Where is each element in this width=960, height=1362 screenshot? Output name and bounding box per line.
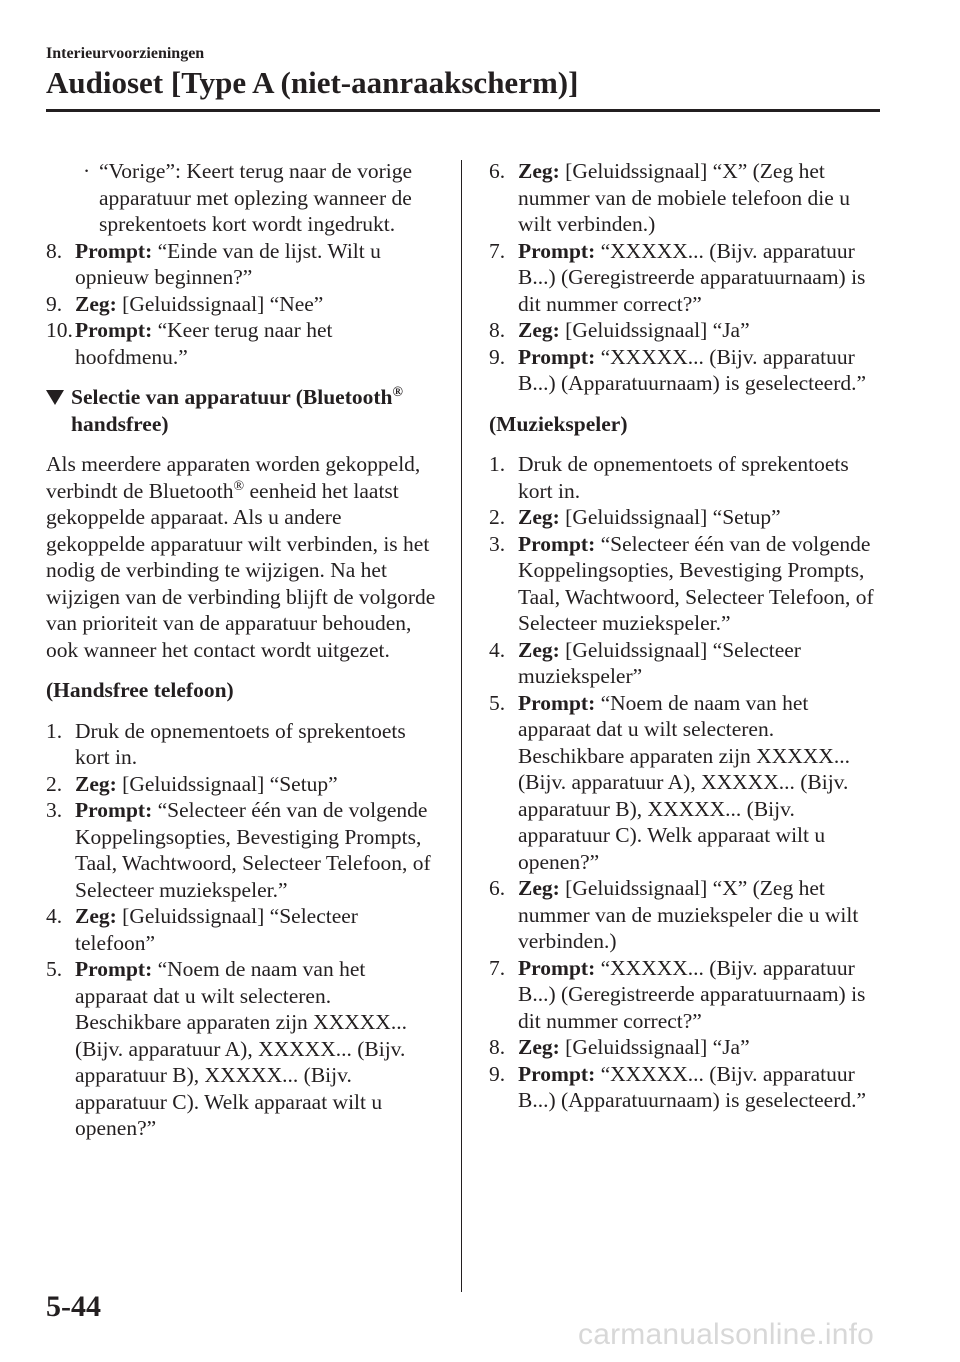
- step-text: [Geluidssignaal] “Ja”: [559, 1035, 750, 1059]
- step-keyword: Zeg:: [75, 904, 117, 928]
- paragraph-text-2: eenheid het laatst gekoppelde apparaat. Als u andere gekoppelde apparatuur wilt verbinden, is het nodig de verbinding te wijzigen. Na het wijzigen van de verbinding blijft de volgorde van prioriteit van de apparatuur behouden, ook wanneer het contact wordt uitgezet.: [46, 478, 436, 662]
- step-item: [489, 317, 881, 344]
- step-number: 9.: [46, 291, 63, 316]
- step-text: [Geluidssignaal] “Selecteer telefoon”: [75, 904, 358, 955]
- page-number: 5-44: [46, 1290, 101, 1323]
- section-label: Interieurvoorzieningen: [46, 45, 205, 62]
- registered-mark: ®: [392, 384, 403, 400]
- column-divider: [461, 160, 462, 1292]
- step-item: [489, 344, 881, 397]
- step-text: Druk de opnementoets of sprekentoets kort in.: [518, 452, 849, 503]
- left-column: [46, 158, 438, 1142]
- page-title: Audioset [Type A (niet-aanraakscherm)]: [46, 65, 579, 100]
- body-paragraph: [46, 451, 438, 663]
- step-number: 3.: [489, 531, 506, 556]
- step-number: 6.: [489, 876, 506, 900]
- step-item: [489, 875, 881, 955]
- step-keyword: Prompt:: [75, 957, 153, 981]
- step-item: [46, 317, 438, 370]
- step-item: [46, 771, 438, 798]
- step-text: [Geluidssignaal] “Nee”: [116, 291, 324, 316]
- page-header: [46, 44, 880, 102]
- step-number: 8.: [46, 238, 63, 263]
- step-text: “XXXXX... (Bijv. apparatuur B...) (Geregistreerde apparatuurnaam) is dit nummer correct?”: [518, 238, 866, 316]
- step-number: 5.: [46, 957, 63, 981]
- step-keyword: Prompt:: [75, 238, 153, 263]
- step-item: [46, 718, 438, 771]
- step-text: [Geluidssignaal] “X” (Zeg het nummer van de mobiele telefoon die u wilt verbinden.): [518, 159, 850, 236]
- subheading-text: Selectie van apparatuur (Bluetooth: [71, 385, 393, 409]
- step-text: “XXXXX... (Bijv. apparatuur B...) (Apparatuurnaam) is geselecteerd.”: [518, 344, 867, 395]
- step-keyword: Prompt:: [518, 690, 596, 715]
- step-text: “XXXXX... (Bijv. apparatuur B...) (Apparatuurnaam) is geselecteerd.”: [518, 1061, 867, 1112]
- step-number: 7.: [489, 238, 506, 263]
- step-keyword: Prompt:: [518, 531, 596, 556]
- step-keyword: Prompt:: [518, 1061, 596, 1086]
- group-title: (Muziekspeler): [489, 411, 628, 436]
- registered-mark: ®: [233, 478, 245, 494]
- step-item: [489, 955, 881, 1035]
- step-item: [489, 1034, 881, 1061]
- step-item: [489, 690, 881, 876]
- step-item: [489, 238, 881, 318]
- step-number: 2.: [46, 771, 63, 796]
- step-number: 9.: [489, 1061, 506, 1086]
- step-item: [46, 903, 438, 956]
- step-text: “Noem de naam van het apparaat dat u wilt selecteren. Beschikbare apparaten zijn XXXXX... (Bijv. apparatuur A), XXXXX... (Bijv. apparatuur B), XXXXX... (Bijv. apparatuur C). Welk apparaat wilt u openen?”: [75, 957, 407, 1140]
- step-item: [489, 504, 881, 531]
- step-number: 1.: [489, 452, 506, 476]
- step-text: “Selecteer één van de volgende Koppelingsopties, Bevestiging Prompts, Taal, Wachtwoord, Selecteer Telefoon, of Selecteer muziekspeler.”: [75, 798, 431, 902]
- step-number: 4.: [46, 904, 63, 928]
- step-text: [Geluidssignaal] “Ja”: [559, 318, 750, 342]
- subheading: [46, 384, 438, 437]
- triangle-down-icon: [46, 390, 64, 405]
- step-number: 1.: [46, 718, 63, 743]
- step-item: [489, 531, 881, 637]
- step-number: 10.: [46, 318, 73, 342]
- step-number: 9.: [489, 344, 506, 369]
- step-number: 8.: [489, 318, 506, 342]
- step-text: “Keer terug naar het hoofdmenu.”: [75, 318, 333, 369]
- step-text: [Geluidssignaal] “Selecteer muziekspeler”: [518, 637, 801, 688]
- paragraph-text-1: Als meerdere apparaten worden gekoppeld, verbindt de Bluetooth: [46, 452, 421, 503]
- step-item: [489, 1061, 881, 1114]
- step-keyword: Prompt:: [518, 238, 596, 263]
- step-number: 8.: [489, 1035, 506, 1059]
- step-keyword: Zeg:: [518, 1035, 560, 1059]
- subheading-text-2: handsfree): [71, 411, 169, 436]
- step-item: [46, 238, 438, 291]
- step-text: “XXXXX... (Bijv. apparatuur B...) (Geregistreerde apparatuurnaam) is dit nummer correct?”: [518, 955, 866, 1033]
- header-rule: [46, 109, 880, 112]
- step-item: [46, 797, 438, 903]
- step-keyword: Zeg:: [75, 291, 117, 316]
- watermark: carmanualsonline.info: [578, 1318, 875, 1351]
- right-column: [489, 158, 881, 1114]
- step-keyword: Zeg:: [518, 637, 560, 662]
- step-number: 3.: [46, 798, 63, 822]
- step-keyword: Prompt:: [75, 318, 153, 342]
- step-item: [489, 158, 881, 238]
- step-keyword: Zeg:: [518, 505, 560, 529]
- step-item: [489, 637, 881, 690]
- step-number: 5.: [489, 690, 506, 715]
- bullet-marker: ·: [83, 159, 91, 183]
- step-item: [46, 291, 438, 318]
- step-keyword: Zeg:: [518, 318, 560, 342]
- step-number: 6.: [489, 159, 506, 183]
- step-number: 7.: [489, 955, 506, 980]
- step-text: “Selecteer één van de volgende Koppelingsopties, Bevestiging Prompts, Taal, Wachtwoord, Selecteer Telefoon, of Selecteer muziekspeler.”: [518, 531, 874, 635]
- step-keyword: Zeg:: [518, 876, 560, 900]
- step-keyword: Zeg:: [75, 771, 117, 796]
- step-item: [46, 956, 438, 1142]
- step-number: 2.: [489, 505, 506, 529]
- group-title: (Handsfree telefoon): [46, 678, 234, 702]
- step-text: [Geluidssignaal] “X” (Zeg het nummer van de muziekspeler die u wilt verbinden.): [518, 876, 859, 953]
- step-keyword: Prompt:: [518, 955, 596, 980]
- step-text: “Noem de naam van het apparaat dat u wilt selecteren. Beschikbare apparaten zijn XXXXX... (Bijv. apparatuur A), XXXXX... (Bijv. apparatuur B), XXXXX... (Bijv. apparatuur C). Welk apparaat wilt u openen?”: [518, 690, 850, 874]
- step-item: [489, 451, 881, 504]
- bullet-text: “Vorige”: Keert terug naar de vorige apparatuur met oplezing wanneer de sprekentoets kort wordt ingedrukt.: [99, 159, 412, 236]
- step-keyword: Zeg:: [518, 159, 560, 183]
- step-text: “Einde van de lijst. Wilt u opnieuw beginnen?”: [75, 238, 381, 289]
- step-text: [Geluidssignaal] “Setup”: [116, 771, 338, 796]
- step-keyword: Prompt:: [75, 798, 153, 822]
- bullet-item: [46, 158, 438, 238]
- step-text: Druk de opnementoets of sprekentoets kort in.: [75, 718, 406, 769]
- step-text: [Geluidssignaal] “Setup”: [559, 505, 781, 529]
- step-keyword: Prompt:: [518, 344, 596, 369]
- step-number: 4.: [489, 637, 506, 662]
